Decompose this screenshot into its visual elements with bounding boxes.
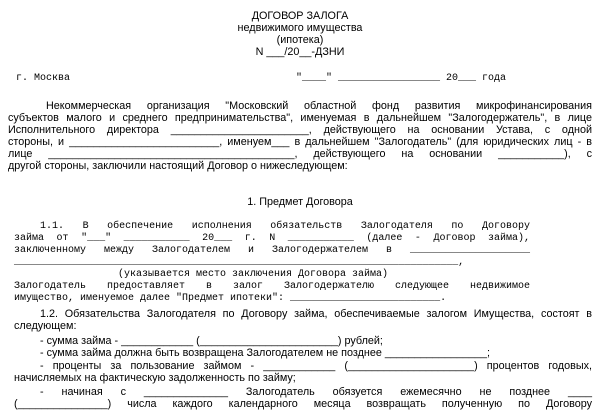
clause-1-2-line: 1.2. Обязательства Залогодателя по Договору займа, обеспечиваемые залогом Имущества, состоят в [40,308,592,320]
clause-1-1-line: __________________________________________________________________________, [14,257,465,268]
clause-1-2-line: начисляемых на фактическую задолженность по займу; [14,372,296,384]
clause-1-2-item: - проценты за пользование займом - ____________ (_____________________) процентов годовых, [40,360,592,372]
clause-1-2-item: - сумма займа - ____________ (_______________________) рублей; [40,335,383,347]
clause-1-1-line: 1.1. В обеспечение исполнения обязательств Залогодателя по Договору [40,221,530,232]
preamble-line: субъектов малого и среднего предпринимательства", именуемая в дальнейшем "Залогодержатель", в лице [8,112,592,124]
clause-1-1-line: займа от "___" ___________ 20___ г. N ___________ (далее - Договор займа), [14,233,530,244]
contract-date: "____" _________________ 20___ года [296,73,507,84]
preamble-line: другой стороны, заключили настоящий Договор о нижеследующем: [8,160,348,172]
document-type: (ипотека) [276,34,324,46]
document-subtitle: недвижимого имущества [237,22,363,34]
clause-1-1-note: (указывается место заключения Договора займа) [118,269,389,280]
document-number: N ___/20__-ДЗНИ [255,46,345,58]
section-heading: 1. Предмет Договора [247,196,353,208]
clause-1-2-item: - сумма займа должна быть возвращена Залогодателем не позднее _________________; [40,347,490,359]
clause-1-2-line: следующем: [14,320,77,332]
clause-1-1-line: имущество, именуемое далее "Предмет ипотеки": _________________________. [14,293,447,304]
preamble-line: стороны, и _________________________, именуем___ в дальнейшем "Залогодатель" (для юридических лиц - в [8,136,592,148]
clause-1-2-line: (_______________) числа каждого календарного месяца возвращать полученную по Договору [14,398,592,410]
document-title: ДОГОВОР ЗАЛОГА [251,10,349,22]
preamble-line: Исполнительного директора _______________________, действующего на основании Устава, с одной [8,124,592,136]
clause-1-1-line: заключенному между Залогодателем и Залогодержателем в ____________________ [14,245,530,256]
clause-1-1-line: Залогодатель предоставляет в залог Залогодержателю следующее недвижимое [14,281,530,292]
city: г. Москва [16,73,71,84]
clause-1-2-item: - начиная с ______________ Залогодатель обязуется ежемесячно не позднее ____ [40,386,592,398]
preamble-line: Некоммерческая организация "Московский областной фонд развития микрофинансирования [46,100,592,112]
preamble-line: лице _________________________________________, действующего на основании ___________), с [8,148,592,160]
